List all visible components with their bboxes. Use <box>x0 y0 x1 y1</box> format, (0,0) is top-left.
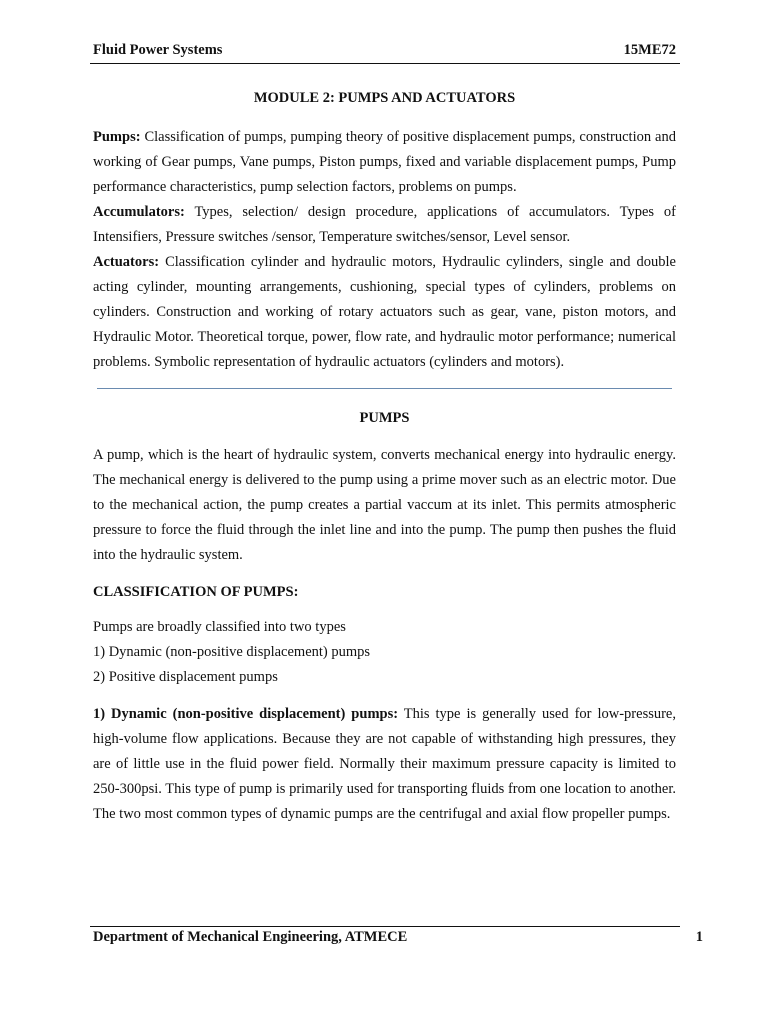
header-title: Fluid Power Systems <box>93 42 223 58</box>
classification-type-1: 1) Dynamic (non-positive displacement) pumps <box>93 644 371 660</box>
syllabus-accumulators <box>93 200 676 250</box>
dynamic-pumps-label: 1) Dynamic (non-positive displacement) pumps: <box>93 706 399 722</box>
module-title: MODULE 2: PUMPS AND ACTUATORS <box>253 90 516 106</box>
accumulators-label: Accumulators: <box>93 204 185 220</box>
classification-lead: Pumps are broadly classified into two types <box>93 619 346 635</box>
syllabus-actuators <box>93 250 676 375</box>
page-content <box>93 86 676 827</box>
classification-type-2: 2) Positive displacement pumps <box>93 669 278 685</box>
dynamic-pumps-text: This type is generally used for low-pressure, high-volume flow applications. Because they are not capable of withstanding high pressures, they are of little use in the fluid power field. Normally their maximum pressure capacity is limited to 250-300psi. This type of pump is primarily used for transporting fluids from one location to another. The two most common types of dynamic pumps are the centrifugal and axial flow propeller pumps. <box>93 706 676 822</box>
footer-rule <box>90 926 680 927</box>
pumps-heading: PUMPS <box>359 410 410 426</box>
header-course-code: 15ME72 <box>623 42 676 58</box>
page-header <box>93 42 676 59</box>
footer-department: Department of Mechanical Engineering, ATMECE <box>93 929 408 945</box>
dynamic-pumps-paragraph <box>93 702 676 827</box>
actuators-label: Actuators: <box>93 254 160 270</box>
pumps-text: Classification of pumps, pumping theory of positive displacement pumps, construction and working of Gear pumps, Vane pumps, Piston pumps, fixed and variable displacement pumps, Pump performance characteristics, pump selection factors, problems on pumps. <box>93 129 676 195</box>
syllabus-pumps <box>93 125 676 200</box>
pumps-intro: A pump, which is the heart of hydraulic system, converts mechanical energy into hydraulic energy. The mechanical energy is delivered to the pump using a prime mover such as an electric motor. Due to the mechanical action, the pump creates a partial vaccum at its inlet. This permits atmospheric pressure to force the fluid through the inlet line and into the pump. The pump then pushes the fluid into the hydraulic system. <box>93 447 676 563</box>
classification-heading: CLASSIFICATION OF PUMPS: <box>93 584 299 600</box>
header-rule <box>90 63 680 64</box>
section-divider <box>97 388 672 389</box>
actuators-text: Classification cylinder and hydraulic motors, Hydraulic cylinders, single and double acting cylinder, mounting arrangements, cushioning, special types of cylinders, problems on cylinders. Construction and working of rotary actuators such as gear, vane, piston motors, and Hydraulic Motor. Theoretical torque, power, flow rate, and hydraulic motor performance; numerical problems. Symbolic representation of hydraulic actuators (cylinders and motors). <box>93 254 676 370</box>
accumulators-text: Types, selection/ design procedure, applications of accumulators. Types of Intensifiers, Pressure switches /sensor, Temperature switches/sensor, Level sensor. <box>93 204 676 245</box>
pumps-label: Pumps: <box>93 129 141 145</box>
page-footer <box>93 929 703 946</box>
page-number: 1 <box>695 929 703 945</box>
